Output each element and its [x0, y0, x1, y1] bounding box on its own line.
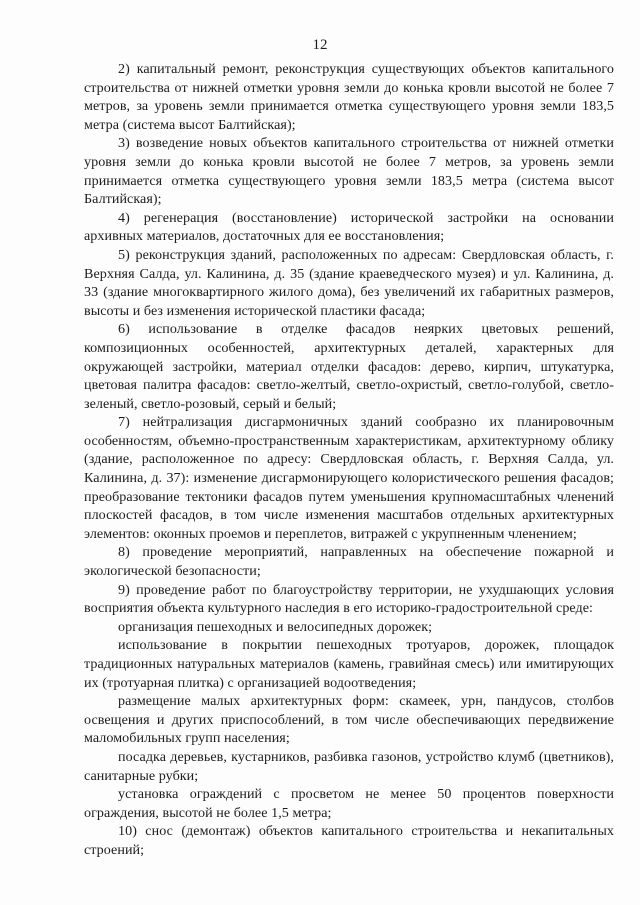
page-number: 12: [312, 37, 328, 53]
paragraph-subitem-planting: посадка деревьев, кустарников, разбивка газонов, устройство клумб (цветников), санитарные рубки;: [84, 748, 614, 784]
paragraph-item-10: 10) снос (демонтаж) объектов капитального строительства и некапитальных строений;: [84, 823, 614, 858]
paragraph-subitem-paving: использование в покрытии пешеходных тротуаров, дорожек, площадок традиционных натуральных материалов (камень, гравийная смесь) или имитирующих их (тротуарная плитка) с организацией водоотведения;: [84, 637, 614, 691]
paragraph-item-6: 6) использование в отделке фасадов неярких цветовых решений, композиционных особенностей, архитектурных деталей, характерных для окружающей застройки, материал отделки фасадов: дерево, кирпич, штукатурка, цветовая палитра фасадов: светло-желтый, светло-охристый, светло-голубой, светло-зеленый, светло-розовый, серый и белый;: [84, 321, 614, 412]
document-body: [84, 60, 614, 860]
paragraph-subitem-small-forms: размещение малых архитектурных форм: скамеек, урн, пандусов, столбов освещения и других приспособлений, в том числе обеспечивающих передвижение маломобильных групп населения;: [84, 693, 614, 747]
paragraph-subitem-paths: организация пешеходных и велосипедных дорожек;: [118, 618, 433, 635]
paragraph-item-9: 9) проведение работ по благоустройству территории, не ухудшающих условия восприятия объекта культурного наследия в его историко-градостроительной среде:: [84, 581, 614, 617]
paragraph-subitem-fencing: установка ограждений с просветом не менее 50 процентов поверхности ограждения, высотой не более 1,5 метра;: [84, 786, 614, 821]
paragraph-item-8: 8) проведение мероприятий, направленных на обеспечение пожарной и экологической безопасности;: [84, 544, 614, 580]
paragraph-item-4: 4) регенерация (восстановление) исторической застройки на основании архивных материалов, достаточных для ее восстановления;: [84, 209, 614, 245]
paragraph-item-2: 2) капитальный ремонт, реконструкция существующих объектов капитального строительства от нижней отметки уровня земли до конька кровли высотой не более 7 метров, за уровень земли принимается отметка существующего уровня земли 183,5 метра (система высот Балтийская);: [84, 61, 614, 133]
paragraph-item-3: 3) возведение новых объектов капитального строительства от нижней отметки уровня земли до конька кровли высотой не более 7 метров, за уровень земли принимается отметка существующего уровня земли 183,5 метра (система высот Балтийская);: [84, 135, 614, 208]
paragraph-item-5: 5) реконструкция зданий, расположенных по адресам: Свердловская область, г. Верхняя Салда, ул. Калинина, д. 35 (здание краеведческого музея) и ул. Калинина, д. 33 (здание многоквартирного жилого дома), без увеличений их габаритных размеров, высоты и без изменения исторической пластики фасада;: [84, 246, 614, 319]
paragraph-item-7: 7) нейтрализация дисгармоничных зданий сообразно их планировочным особенностям, объемно-пространственным характеристикам, архитектурному облику (здание, расположенное по адресу: Свердловская область, г. Верхняя Салда, ул. Калинина, д. 37): изменение дисгармонирующего колористического решения фасадов; преобразование тектоники фасадов путем уменьшения крупномасштабных членений плоскостей фасадов, в том числе изменения масштабов отдельных архитектурных элементов: оконных проемов и переплетов, витражей с укрупненным членением;: [84, 414, 614, 542]
